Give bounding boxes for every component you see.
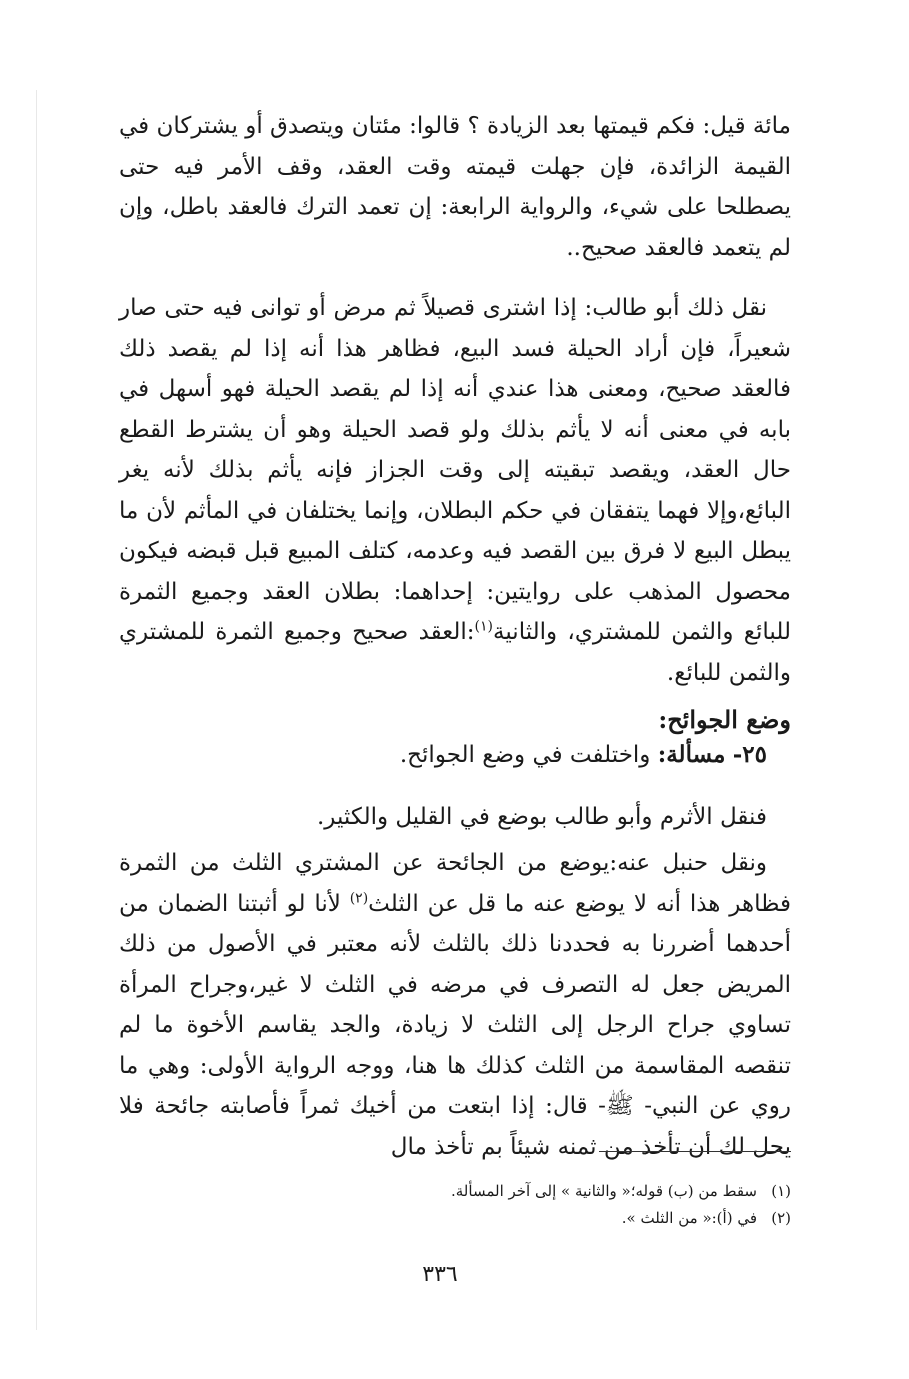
paragraph-3 — [119, 843, 791, 1167]
issue-label: مسألة: — [657, 741, 726, 768]
issue-number: ٢٥- — [732, 741, 767, 768]
paragraph-3-text-a: ونقل حنبل عنه:يوضع من الجائحة عن المشتري الثلث من الثمرة فظاهر هذا أنه لا يوضع عنه ما قل عن الثلث — [119, 850, 791, 917]
footnote-text: في (أ):« من الثلث ». — [621, 1209, 757, 1227]
footnote-number: (١) — [771, 1182, 791, 1200]
paragraph-3-text-b: لأنا لو أثبتنا الضمان من أحدهما أضررنا به فحددنا ذلك بالثلث لأنه معتبر في الأصول من ذلك المريض جعل له التصرف في مرضه في الثلث لا غير،وجراح المرأة تساوي جراح الرجل إلى الثلث لا زيادة، والجد يقاسم الأخوة ما لم تنقصه المقاسمة من الثلث كذلك ها هنا، ووجه الرواية الأولى: وهي ما روي عن النبي- ﷺ- قال: إذا ابتعت من أخيك ثمراً فأصابته جائحة فلا يحل لك أن تأخذ من ثمنه شيئاً بم تأخذ مال — [119, 890, 791, 1160]
issue-subline — [119, 798, 791, 836]
footnote-ref-1: (١) — [474, 618, 494, 635]
paragraph-2 — [119, 288, 791, 693]
paragraph-1 — [119, 106, 791, 268]
page-edge-line — [36, 90, 37, 1330]
footnote-2 — [119, 1205, 791, 1232]
page-number: ٣٣٦ — [422, 1262, 458, 1287]
issue-sub-text: فنقل الأثرم وأبو طالب بوضع في القليل والكثير. — [316, 804, 767, 830]
issue-line — [119, 736, 791, 774]
footnote-text: سقط من (ب) قوله؛« والثانية » إلى آخر المسألة. — [451, 1182, 757, 1200]
footnote-ref-2: (٢) — [349, 889, 369, 906]
issue-text: واختلفت في وضع الجوائح. — [399, 742, 651, 768]
paragraph-2-text: نقل ذلك أبو طالب: إذا اشترى قصيلاً ثم مرض أو توانى فيه حتى صار شعيراً، فإن أراد الحيلة فسد البيع، فظاهر هذا أنه إذا لم يقصد ذلك فالعقد صحيح، ومعنى هذا عندي أنه إذا لم يقصد الحيلة فهو أسهل في بابه في معنى أنه لا يأثم بذلك ولو قصد الحيلة وهو أن يشترط القطع حال العقد، ويقصد تبقيته إلى وقت الجزاز فإنه يأثم بذلك لأنه يغر البائع،وإلا فهما يتفقان في حكم البطلان، وإنما يختلفان في المأثم لأن ما يبطل البيع لا فرق بين القصد فيه وعدمه، كتلف المبيع قبل قبضه فيكون محصول المذهب على روايتين: إحداهما: بطلان العقد وجميع الثمرة للبائع والثمن للمشتري، والثانية — [119, 295, 791, 645]
paragraph-2-end: :العقد صحيح وجميع الثمرة للمشتري والثمن للبائع. — [119, 619, 791, 686]
footnote-separator — [599, 1151, 791, 1152]
section-heading: وضع الجوائح: — [658, 705, 791, 734]
footnote-1 — [119, 1178, 791, 1205]
paragraph-1-text: مائة قيل: فكم قيمتها بعد الزيادة ؟ قالوا: مئتان ويتصدق أو يشتركان في القيمة الزائدة، فإن جهلت قيمته وقت العقد، وقف الأمر فيه حتى يصطلحا على شيء، والرواية الرابعة: إن تعمد الترك فالعقد باطل، وإن لم يتعمد فالعقد صحيح.. — [119, 113, 791, 261]
footnote-number: (٢) — [771, 1209, 791, 1227]
footnotes — [119, 1178, 791, 1232]
